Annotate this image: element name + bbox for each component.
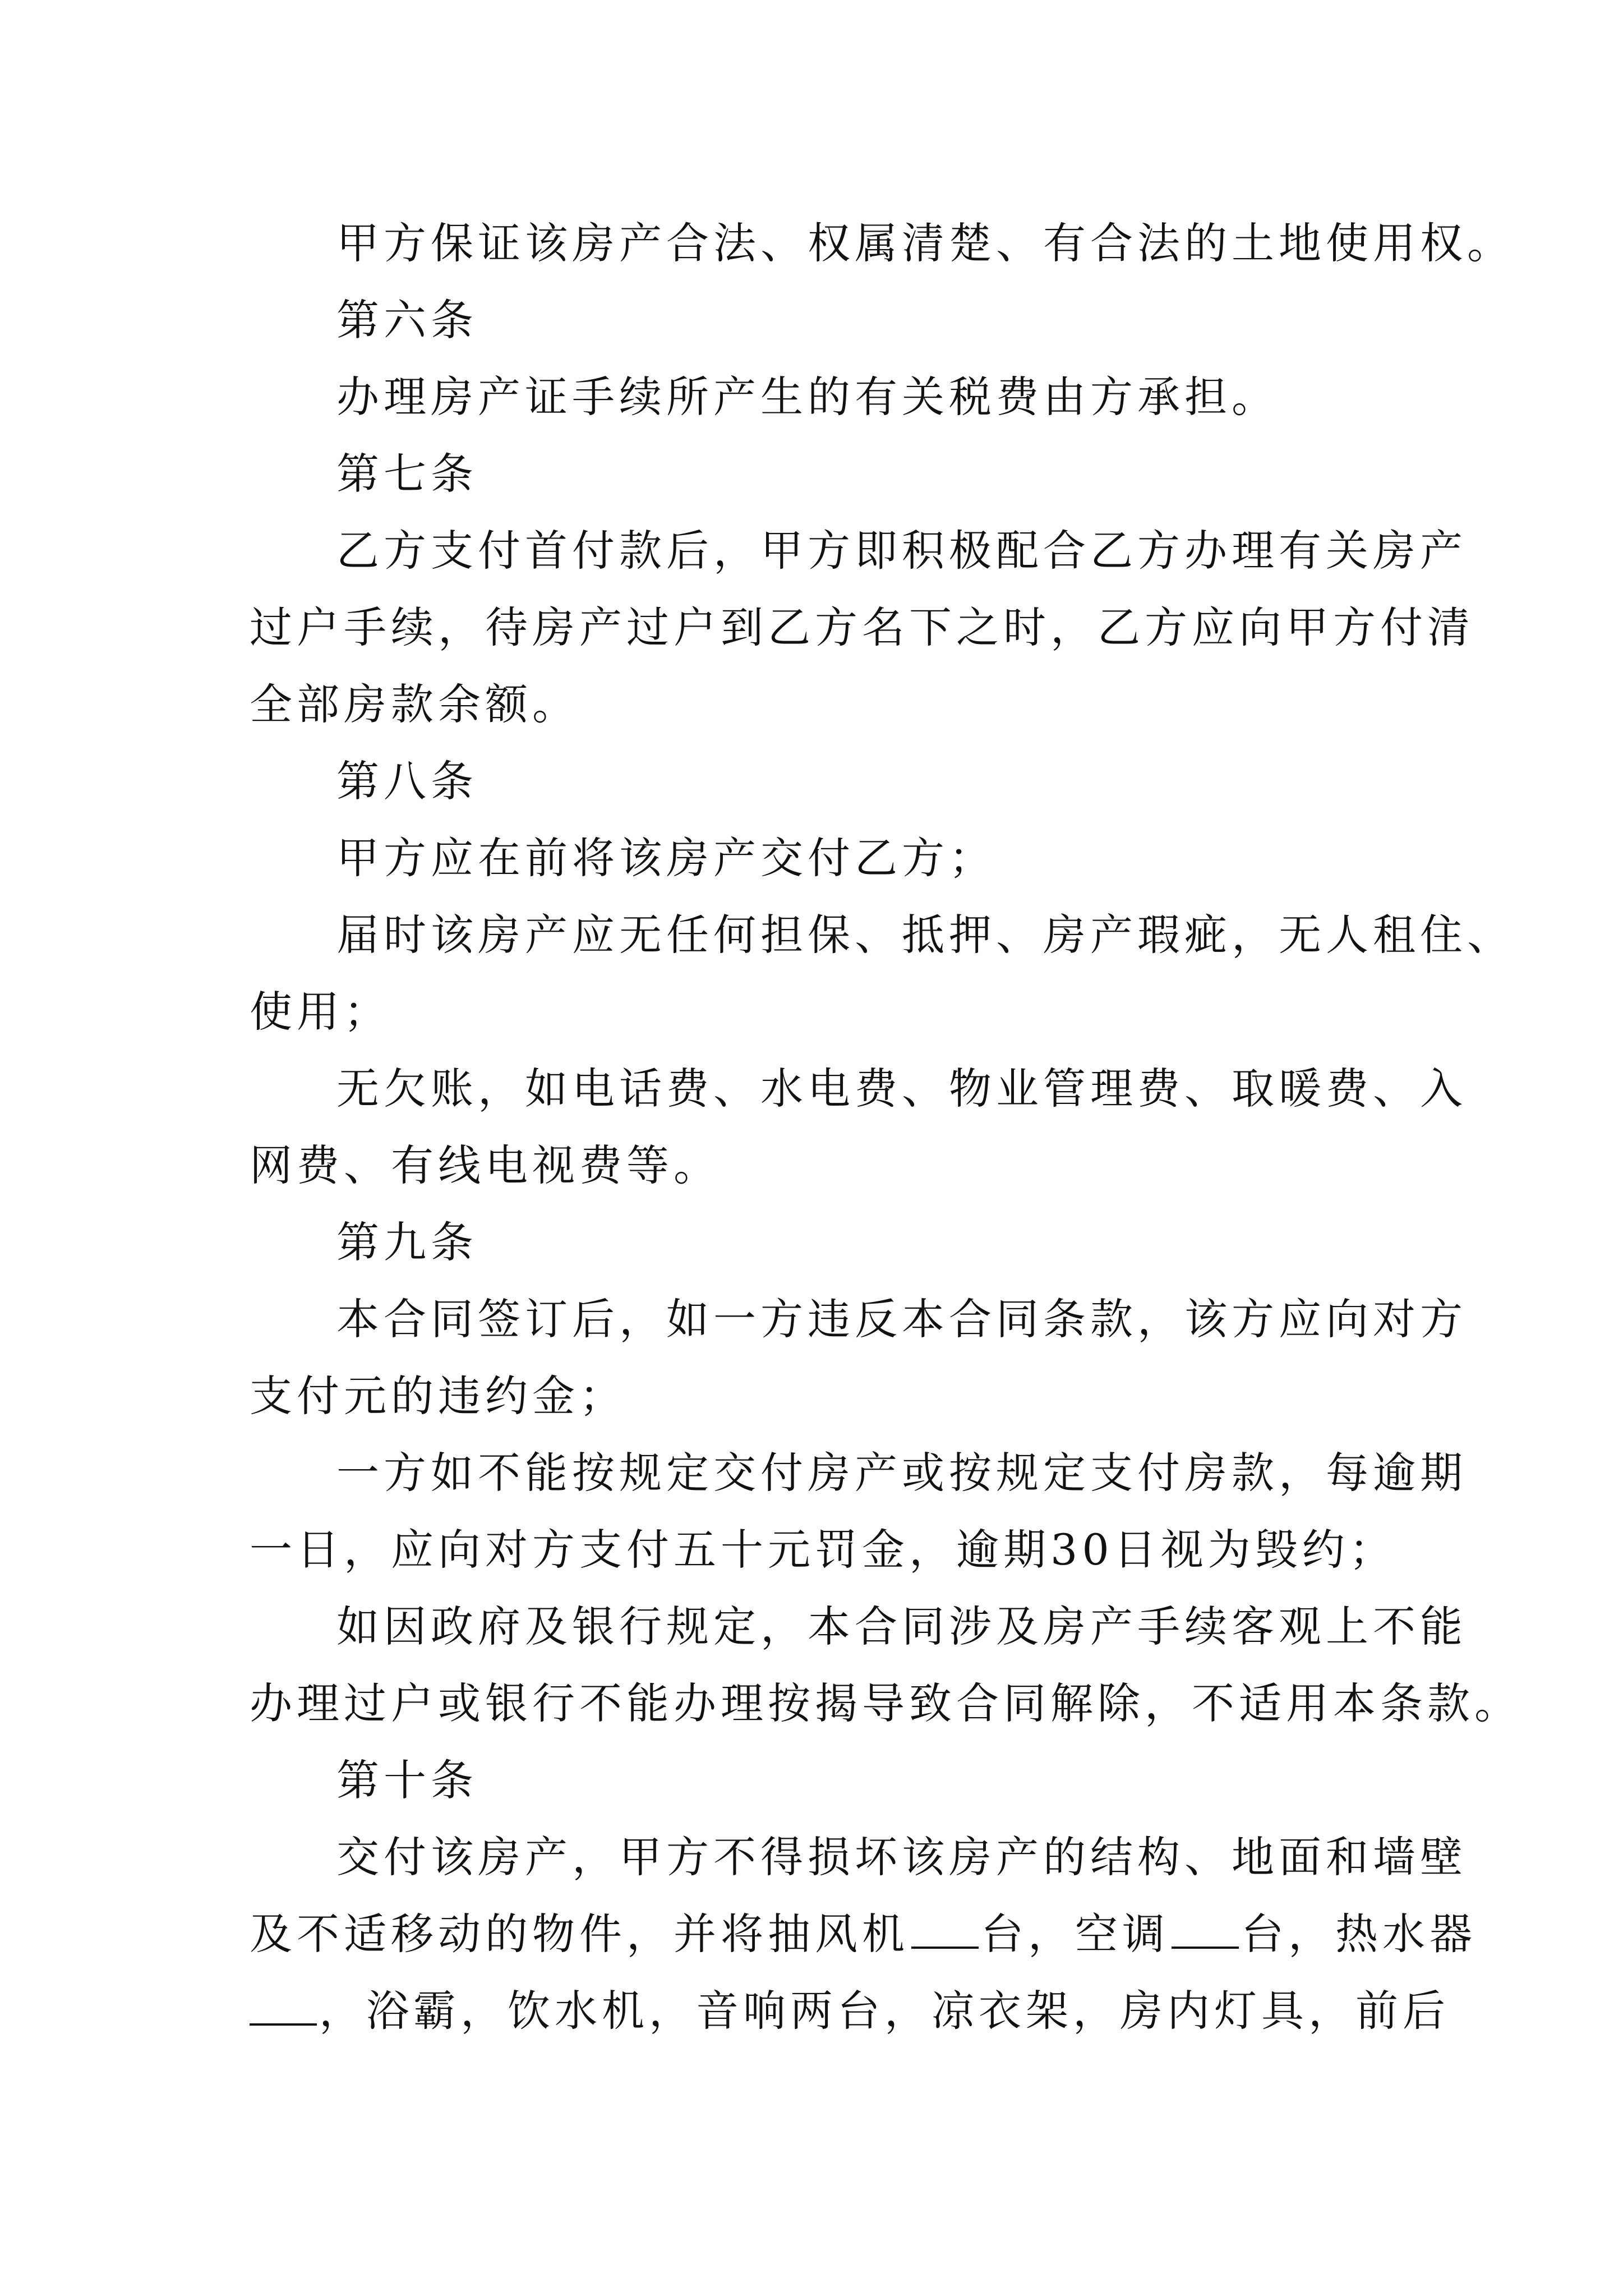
text-line: 使用； [250,987,391,1037]
text-segment: 台，热水器 [1241,1909,1477,1959]
text-line: 如因政府及银行规定，本合同涉及房产手续客观上不能 [336,1602,1467,1651]
text-line: 一日，应向对方支付五十元罚金，逾期30日视为毁约； [250,1525,1396,1575]
text-line: 乙方支付首付款后，甲方即积极配合乙方办理有关房产 [336,526,1467,576]
text-line: 办理房产证手续所产生的有关税费由方承担。 [336,372,1279,422]
text-segment: 及不适移动的物件，并将抽风机 [250,1909,909,1959]
text-line: 网费、有线电视费等。 [250,1140,721,1190]
clause-heading-6: 第六条 [336,295,478,345]
clause-heading-9: 第九条 [336,1217,478,1267]
text-line: 交付该房产，甲方不得损坏该房产的结构、地面和墙壁 [336,1832,1467,1882]
fill-in-blank [1172,1907,1239,1949]
text-line: 过户手续，待房产过户到乙方名下之时，乙方应向甲方付清 [250,602,1474,652]
text-line: 届时该房产应无任何担保、抵押、房产瑕疵，无人租住、 [336,910,1514,960]
text-line [250,1895,1477,1972]
fill-in-blank [250,1984,317,2026]
contract-text [250,205,1521,2049]
text-line: 本合同签订后，如一方违反本合同条款，该方应向对方 [336,1294,1467,1344]
text-line: 全部房款余额。 [250,679,579,729]
clause-heading-10: 第十条 [336,1755,478,1805]
text-line: 甲方应在前将该房产交付乙方； [336,833,996,883]
text-line: 支付元的违约金； [250,1371,626,1421]
text-line: 办理过户或银行不能办理按揭导致合同解除，不适用本条款。 [250,1678,1521,1728]
text-line: 甲方保证该房产合法、权属清楚、有合法的土地使用权。 [336,218,1514,268]
text-line: 无欠账，如电话费、水电费、物业管理费、取暖费、入 [336,1064,1467,1114]
clause-heading-8: 第八条 [336,756,478,806]
text-segment: 台，空调 [981,1909,1169,1959]
clause-heading-7: 第七条 [336,449,478,499]
text-line [250,1972,1450,2049]
text-line: 一方如不能按规定交付房产或按规定支付房款，每逾期 [336,1448,1467,1498]
text-segment: ，浴霸，饮水机，音响两台，凉衣架，房内灯具，前后 [319,1986,1450,2036]
fill-in-blank [911,1907,979,1949]
